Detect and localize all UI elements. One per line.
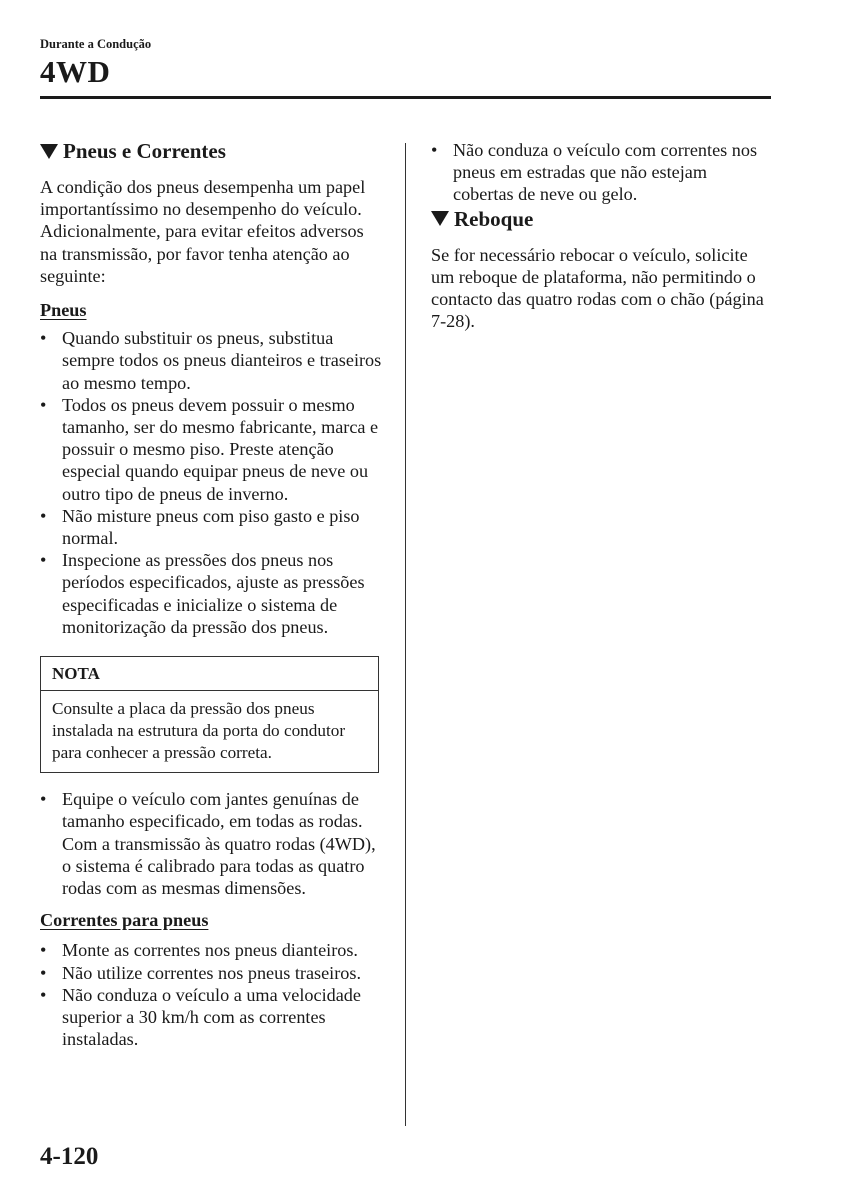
list-item [40,505,382,549]
after-note-list [40,788,382,899]
page-number: 4-120 [40,1143,99,1170]
bullet-icon: • [40,789,47,810]
bullet-icon: • [40,962,47,983]
left-column [40,138,382,1051]
subheading-tires: Pneus [40,300,87,321]
section-heading-towing [431,206,771,232]
intro-paragraph: A condição dos pneus desempenha um papel importantíssimo no desempenho do veículo. Adicionalmente, para evitar efeitos adversos na transmissão, por favor tenha atenção ao seguinte: [40,177,366,286]
list-item [431,139,771,206]
list-item [40,939,382,961]
list-item-text: Monte as correntes nos pneus dianteiros. [62,940,358,961]
list-item [40,549,382,638]
bullet-icon: • [40,394,47,415]
continued-list [431,139,771,206]
note-text: Consulte a placa da pressão dos pneus instalada na estrutura da porta do condutor para conhecer a pressão correta. [52,699,346,763]
list-item-text: Inspecione as pressões dos pneus nos períodos especificados, ajuste as pressões especificadas e inicialize o sistema de monitorização da pressão dos pneus. [62,550,365,637]
towing-paragraph: Se for necessário rebocar o veículo, solicite um reboque de plataforma, não permitindo o contacto das quatro rodas com o chão (página 7-28). [431,244,764,332]
column-divider [405,143,406,1126]
triangle-down-icon [40,144,58,159]
section-title: Reboque [454,206,534,231]
bullet-icon: • [40,940,47,961]
header-rule [40,96,771,99]
note-label: NOTA [41,657,378,691]
section-heading-tires-chains [40,138,382,164]
tires-list [40,327,382,638]
bullet-icon: • [40,984,47,1005]
bullet-icon: • [40,328,47,349]
bullet-icon: • [40,550,47,571]
list-item-text: Não misture pneus com piso gasto e piso normal. [62,505,360,549]
triangle-down-icon [431,211,449,226]
chains-list [40,939,382,1050]
page-title: 4WD [40,54,111,89]
list-item-text: Não utilize correntes nos pneus traseiros. [62,962,361,983]
list-item-text: Equipe o veículo com jantes genuínas de tamanho especificado, em todas as rodas. Com a transmissão às quatro rodas (4WD), o sistema é calibrado para todas as quatro rodas com as mesmas dimensões. [62,789,376,899]
breadcrumb: Durante a Condução [40,37,152,51]
bullet-icon: • [431,140,438,160]
list-item [40,984,382,1051]
section-title: Pneus e Correntes [63,139,226,163]
note-box [40,656,379,773]
list-item [40,327,382,394]
list-item [40,394,382,505]
list-item-text: Não conduza o veículo a uma velocidade superior a 30 km/h com as correntes instaladas. [62,984,361,1050]
list-item-text: Quando substituir os pneus, substitua sempre todos os pneus dianteiros e traseiros ao mesmo tempo. [62,328,382,393]
bullet-icon: • [40,505,47,526]
list-item-text: Não conduza o veículo com correntes nos pneus em estradas que não estejam cobertas de neve ou gelo. [453,140,758,205]
list-item-text: Todos os pneus devem possuir o mesmo tamanho, ser do mesmo fabricante, marca e possuir o mesmo piso. Preste atenção especial quando equipar pneus de neve ou outro tipo de pneus de inverno. [62,394,379,504]
list-item [40,788,382,899]
list-item [40,962,382,984]
subheading-chains: Correntes para pneus [40,910,209,931]
right-column [431,139,771,332]
